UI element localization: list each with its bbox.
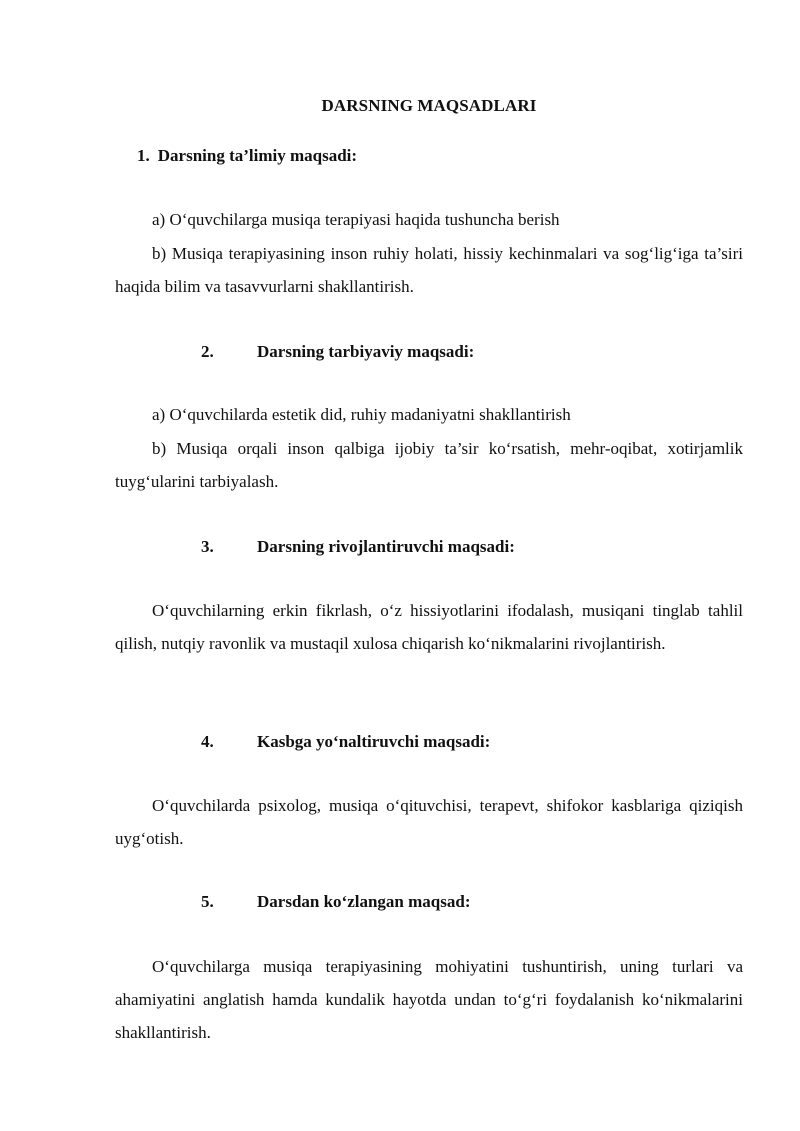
document-title: DARSNING MAQSADLARI bbox=[321, 96, 537, 115]
section-4-number: 4. bbox=[201, 732, 214, 751]
section-1-item-a: a) O‘quvchilarga musiqa terapiyasi haqida tushuncha berish bbox=[152, 210, 560, 229]
section-3-heading: Darsning rivojlantiruvchi maqsadi: bbox=[257, 537, 515, 556]
section-2-item-a: a) O‘quvchilarda estetik did, ruhiy madaniyatni shakllantirish bbox=[152, 405, 571, 424]
section-2-item-b: b) Musiqa orqali inson qalbiga ijobiy ta’sir ko‘rsatish, mehr-oqibat, xotirjamlik tuyg‘ularini tarbiyalash. bbox=[115, 439, 743, 491]
section-1-heading bbox=[137, 146, 357, 166]
section-1-number: 1. bbox=[137, 146, 150, 165]
section-2-number: 2. bbox=[201, 342, 214, 361]
section-1-item-b: b) Musiqa terapiyasining inson ruhiy holati, hissiy kechinmalari va sog‘lig‘iga ta’siri haqida bilim va tasavvurlarni shakllantirish. bbox=[115, 244, 743, 296]
section-3-body: O‘quvchilarning erkin fikrlash, o‘z hissiyotlarini ifodalash, musiqani tinglab tahlil qilish, nutqiy ravonlik va mustaqil xulosa chiqarish ko‘nikmalarini rivojlantirish. bbox=[115, 601, 743, 653]
section-3-number: 3. bbox=[201, 537, 214, 556]
section-2-heading: Darsning tarbiyaviy maqsadi: bbox=[257, 342, 475, 361]
section-5-number: 5. bbox=[201, 892, 214, 911]
section-5-body: O‘quvchilarga musiqa terapiyasining mohiyatini tushuntirish, uning turlari va ahamiyatini anglatish hamda kundalik hayotda undan to‘g‘ri foydalanish ko‘nikmalarini shakllantirish. bbox=[115, 957, 743, 1042]
section-5-heading: Darsdan ko‘zlangan maqsad: bbox=[257, 892, 471, 911]
section-4-heading: Kasbga yo‘naltiruvchi maqsadi: bbox=[257, 732, 491, 751]
section-1-heading-text: Darsning ta’limiy maqsadi: bbox=[157, 146, 358, 165]
section-4-body: O‘quvchilarda psixolog, musiqa o‘qituvchisi, terapevt, shifokor kasblariga qiziqish uyg‘otish. bbox=[115, 796, 743, 848]
